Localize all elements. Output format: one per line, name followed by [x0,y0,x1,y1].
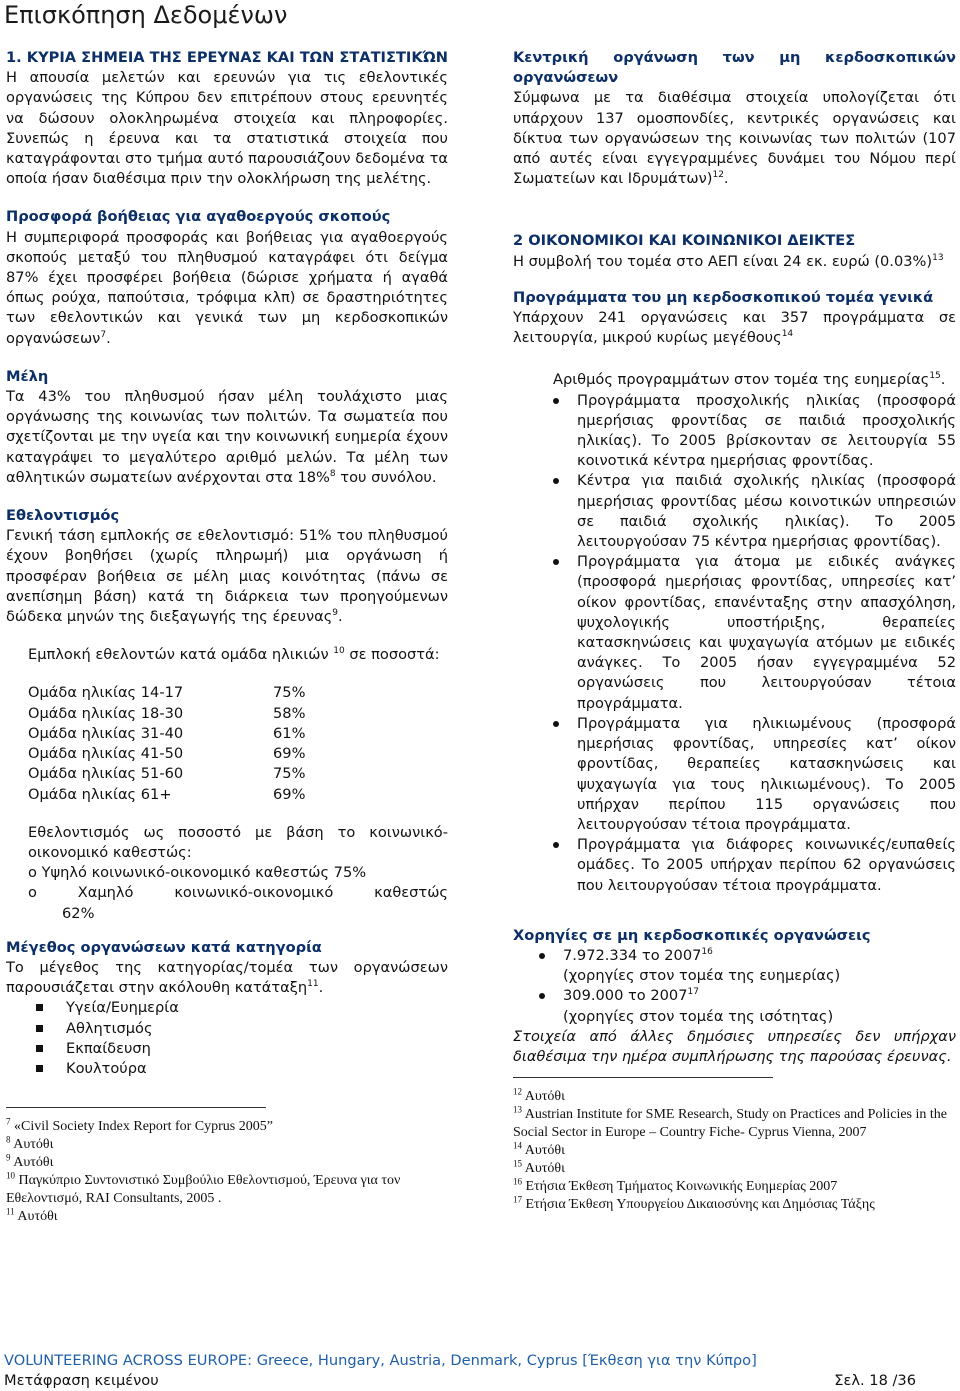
section-heading-indicators: 2 ΟΙΚΟΝΟΜΙΚΟΙ ΚΑΙ ΚΟΙΝΩΝΙΚΟΙ ΔΕΙΚΤΕΣ [513,232,856,250]
section-heading-members: Μέλη [6,367,49,385]
table-row [28,704,305,724]
list-item: 309.000 το 2007$^{17}$ (χορηγίες στον τομέα της ισότητας) [539,986,956,1026]
footnote: $^{10}$ Παγκύπριο Συντονιστικό Συμβούλιο Εθελοντισμού, Έρευνα για τον Εθελοντισμό, RAI Consultants, 2005 . [6,1170,401,1207]
programs-list [513,391,956,896]
ses-intro: Εθελοντισμός ως ποσοστό με βάση το κοινωνικό-οικονομικό καθεστώς: [28,823,448,861]
list-item: Προγράμματα προσχολικής ηλικίας (προσφορά ημερήσιας φροντίδας σε παιδιά προσχολικής ηλικίας). Το 2005 βρίσκονταν σε λειτουργία 55 κοινοτικά κέντρα ημερήσιας φροντίδας. [553,391,956,472]
list-item: Προγράμματα για ηλικιωμένους (προσφορά ημερήσιας φροντίδας, υπηρεσίες κατ’ οίκον φροντίδας, θεραπείες κατασκηνώσεις και ψυχαγωγία για τους ηλικιωμένους). Το 2005 υπήρχαν περίπου 115 οργανώσεις που λειτουργούσαν τέτοια προγράμματα. [553,714,956,835]
ses-low-value: 62% [62,904,95,922]
paragraph-central-org: Σύμφωνα με τα διαθέσιμα στοιχεία υπολογίζεται ότι υπάρχουν 137 ομοσπονδίες, κεντρικές οργανώσεις και δίκτυα των οργανώσεων της κοινωνίας των πολιτών (107 από αυτές είναι εγγεγραμμένες δυνάμει του Νόμου περί Σωματείων και Ιδρυμάτων)$^{12}$. [513,89,956,188]
list-item: Κέντρα για παιδιά σχολικής ηλικίας (προσφορά ημερήσιας φροντίδας μέσω κοινοτικών υπηρεσιών σε παιδιά σχολικής ηλικίας). Το 2005 λειτουργούσαν 75 κέντρα ημερήσιας φροντίδας). [553,471,956,552]
section-heading-charity: Προσφορά βοήθειας για αγαθοεργούς σκοπούς [6,208,391,226]
footer-left: Μετάφραση κειμένου [4,1372,159,1389]
right-column [513,48,956,1214]
page-title: Επισκόπηση Δεδομένων [4,1,288,29]
paragraph-org-size: Το μέγεθος της κατηγορίας/τομέα των οργανώσεων παρουσιάζεται στην ακόλουθη κατάταξη$^{11}$. [6,958,448,997]
section-heading-volunteering: Εθελοντισμός [6,507,120,525]
footnote: $^{17}$ Ετήσια Έκθεση Υπουργείου Δικαιοσύνης και Δημόσιας Τάξης [513,1194,875,1213]
footnote: $^7$ «Civil Society Index Report for Cyprus 2005” [6,1116,273,1135]
section-heading-programs: Προγράμματα του μη κερδοσκοπικού τομέα γενικά [513,288,934,306]
table-row [28,744,305,764]
page-footer [4,1351,916,1391]
footer-title: VOLUNTEERING ACROSS EUROPE: Greece, Hungary, Austria, Denmark, Cyprus [Έκθεση για την Κύπρο] [4,1352,757,1369]
footnote: $^8$ Αυτόθι [6,1134,54,1153]
age-value: 75% [273,684,306,702]
ses-low: o Χαμηλό κοινωνικό-οικονομικό καθεστώς [28,884,448,902]
table-row [28,785,305,805]
age-value: 58% [273,704,306,722]
paragraph-gdp: Η συμβολή του τομέα στο ΑΕΠ είναι 24 εκ. ευρώ $(0.03\%)^{13}$ [513,252,944,270]
list-item: Υγεία/Ευημερία [36,998,448,1018]
age-label: Ομάδα ηλικίας 18-30 [28,704,184,722]
list-item: 7.972.334 το 2007$^{16}$ (χορηγίες στον τομέα της ευημερίας) [539,946,956,986]
list-item: Εκπαίδευση [36,1039,448,1059]
footnote-rule [6,1107,266,1108]
footnote: $^{14}$ Αυτόθι [513,1140,565,1159]
section-heading-key-points: 1. ΚΥΡΙΑ ΣΗΜΕΙΑ ΤΗΣ ΕΡΕΥΝΑΣ ΚΑΙ ΤΩΝ ΣΤΑΤΙΣΤΙΚΏΝ [6,49,448,66]
age-label: Ομάδα ηλικίας 51-60 [28,765,184,783]
page-number: Σελ. 18 /36 [834,1372,916,1389]
list-item: Αθλητισμός [36,1019,448,1039]
table-row [28,724,305,744]
age-value: 75% [273,765,306,783]
footnote: $^{16}$ Ετήσια Έκθεση Τμήματος Κοινωνικής Ευημερίας 2007 [513,1176,838,1195]
footnotes-right [513,1088,956,1214]
age-label: Ομάδα ηλικίας 61+ [28,785,172,803]
age-value: 69% [273,785,306,803]
age-value: 61% [273,724,306,742]
list-item: Προγράμματα για άτομα με ειδικές ανάγκες (προσφορά ημερήσιας φροντίδας, υπηρεσίες κατ’ οίκον φροντίδας, επανένταξης στην απασχόληση, ψυχολογικής υποστήριξης, θεραπείες κατασκηνώσεις και ψυχαγωγία ατόμων με ειδικές ανάγκες. Το 2005 ήσαν εγγεγραμμένα 52 οργανώσεις που λειτουργούσαν τέτοια προγράμματα. [553,552,956,714]
ses-high: o Υψηλό κοινωνικό-οικονομικό καθεστώς 75% [28,864,367,882]
age-value: 69% [273,745,306,763]
footnote-rule [513,1077,773,1078]
footnote: $^{12}$ Αυτόθι [513,1086,565,1105]
age-group-table [28,683,305,804]
paragraph-charity: Η συμπεριφορά προσφοράς και βοήθειας για αγαθοεργούς σκοπούς μεταξύ του πληθυσμού καταγράφει ότι δείγμα 87% έχει προσφέρει βοήθεια (δώρισε χρήματα ή αγαθά όπως ρούχα, παπούτσια, τρόφιμα κλπ) σε δραστηριότητες των εθελοντικών και γενικά των μη κερδοσκοπικών οργανώσεων$^7$. [6,228,448,347]
footnotes-left [6,1118,448,1226]
left-column [6,48,448,1226]
age-label: Ομάδα ηλικίας 14-17 [28,684,184,702]
category-list [6,998,448,1079]
list-item: Προγράμματα για διάφορες κοινωνικές/ευπαθείς ομάδες. Το 2005 υπήρχαν περίπου 62 οργανώσεις που λειτουργούσαν τέτοια προγράμματα. [553,835,956,896]
paragraph-key-points: Η απουσία μελετών και ερευνών για τις εθελοντικές οργανώσεις της Κύπρου δεν επιτρέπουν στους ερευνητές να δώσουν ολοκληρωμένα στοιχεία και πληροφορίες. Συνεπώς η έρευνα και τα στατιστικά στοιχεία που καταγράφονται στο τμήμα αυτό παρουσιάζουν δεδομένα τα οποία ήσαν διαθέσιμα πριν την ολοκλήρωση της μελέτης. [6,69,448,188]
section-heading-grants: Χορηγίες σε μη κερδοσκοπικές οργανώσεις [513,926,871,944]
section-heading-org-size: Μέγεθος οργανώσεων κατά κατηγορία [6,938,322,956]
paragraph-programs: Υπάρχουν 241 οργανώσεις και 357 προγράμματα σε λειτουργία, μικρού κυρίως μεγέθους$^{14}$ [513,309,956,347]
italic-note: Στοιχεία από άλλες δημόσιες υπηρεσίες δεν υπήρχαν διαθέσιμα την ημέρα συμπλήρωσης της παρούσας έρευνας. [513,1027,956,1065]
programs-intro: Αριθμός προγραμμάτων στον τομέα της ευημερίας$^{15}$. [553,371,946,389]
age-label: Ομάδα ηλικίας 31-40 [28,724,184,742]
grants-list [513,946,956,1027]
paragraph-volunteering: Γενική τάση εμπλοκής σε εθελοντισμό: 51% του πληθυσμού έχουν βοηθήσει (χωρίς πληρωμή) μια οργάνωση ή προσφέραν βοήθεια σε μέλη μιας κοινότητας (πάνω σε ανεπίσημη βάση) κατά τη διάρκεια των προηγούμενων δώδεκα μηνών της διεξαγωγής της έρευνας$^9$. [6,527,448,626]
table-row [28,683,305,703]
paragraph-members: Τα 43% του πληθυσμού ήσαν μέλη τουλάχιστο μιας οργάνωσης της κοινωνίας των πολιτών. Τα σωματεία που σχετίζονται με την υγεία και την κοινωνική ευημερία έχουν καταγράψει το μεγαλύτερο αριθμό μελών. Τα μέλη των αθλητικών σωματείων ανέρχονται στα 18%$^8$ του συνόλου. [6,388,448,486]
footnote: $^{13}$ Austrian Institute for SME Research, Study on Practices and Policies in the Social Sector in Europe – Country Fiche- Cyprus Vienna, 2007 [513,1104,947,1141]
list-item: Κουλτούρα [36,1059,448,1079]
age-group-intro: Εμπλοκή εθελοντών κατά ομάδα ηλικιών $^{10}$ σε ποσοστά: [28,646,440,664]
footnote: $^9$ Αυτόθι [6,1152,54,1171]
age-label: Ομάδα ηλικίας 41-50 [28,745,184,763]
footnote: $^{15}$ Αυτόθι [513,1158,565,1177]
section-heading-central-org: Κεντρική οργάνωση των μη κερδοσκοπικών οργανώσεων [513,49,956,87]
table-row [28,764,305,784]
footnote: $^{11}$ Αυτόθι [6,1206,58,1225]
